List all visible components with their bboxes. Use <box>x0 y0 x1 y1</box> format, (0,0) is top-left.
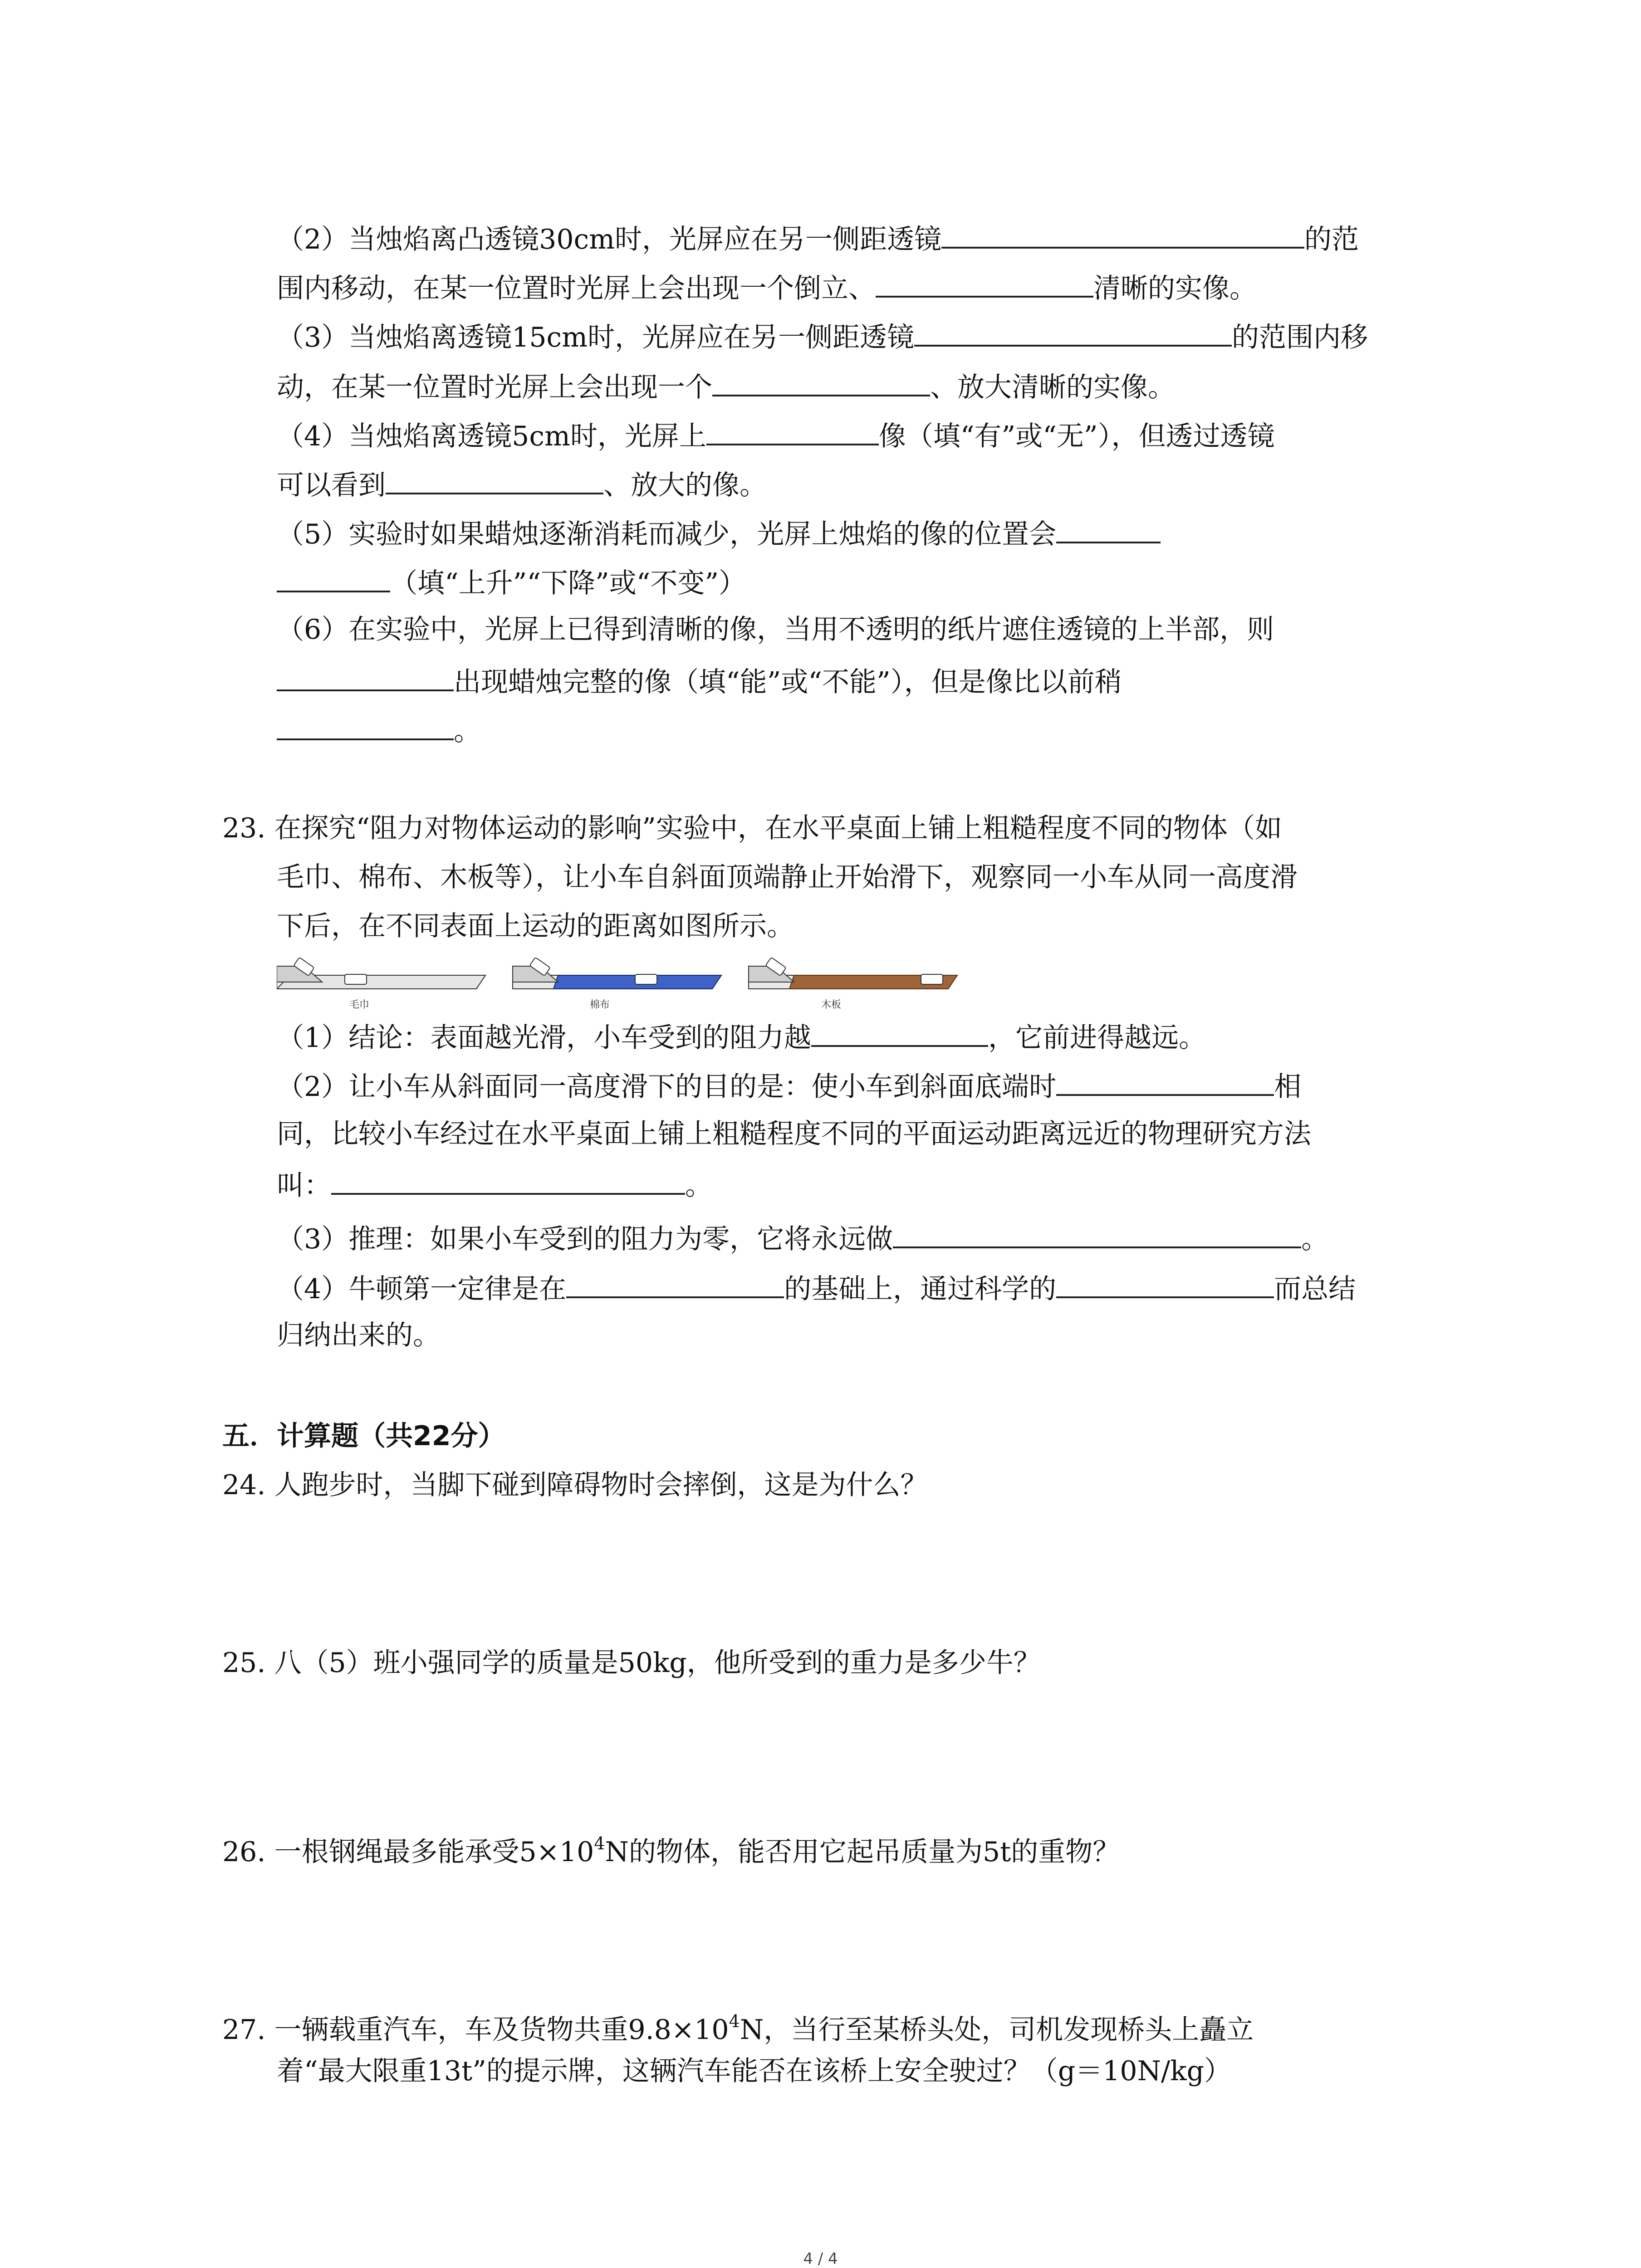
q27-stem-line1: 27. 一辆载重汽车，车及货物共重$9.8\times 10^4N$，当行至某桥头处，司机发现桥头上矗立 <box>222 2011 1254 2046</box>
wood-surface-panel <box>749 958 957 989</box>
answer-blank[interactable] <box>386 466 603 494</box>
q22-part5-line1: （5）实验时如果蜡烛逐渐消耗而减少，光屏上烛焰的像的位置会 <box>277 515 1161 551</box>
q25-stem: 25. 八（5）班小强同学的质量是50kg，他所受到的重力是多少牛？ <box>222 1647 1041 1679</box>
q22-part6-line2: 出现蜡烛完整的像（填“能”或“不能”），但是像比以前稍 <box>277 663 1122 699</box>
q23-part2-line3: 叫： 。 <box>277 1167 712 1202</box>
section-heading: 五．计算题（共22分） <box>222 1420 505 1452</box>
answer-blank[interactable] <box>566 1270 784 1298</box>
answer-blank[interactable] <box>706 417 879 445</box>
answer-blank[interactable] <box>1056 1068 1274 1096</box>
q22-part5-line2: （填“上升”“下降”或“不变”） <box>277 564 746 600</box>
answer-blank[interactable] <box>811 1019 988 1047</box>
figure-label-wood: 木板 <box>821 999 842 1011</box>
answer-blank[interactable] <box>277 712 454 740</box>
q24-stem: 24. 人跑步时，当脚下碰到障碍物时会摔倒，这是为什么？ <box>222 1469 928 1501</box>
q26-stem: 26. 一根钢绳最多能承受$5\times 10^4N$的物体，能否用它起吊质量为5t的重物？ <box>222 1833 1120 1868</box>
q23-part2-line1: （2）让小车从斜面同一高度滑下的目的是：使小车到斜面底端时 相 <box>277 1068 1301 1103</box>
towel-surface-panel <box>277 958 485 989</box>
figure-label-towel: 毛巾 <box>349 999 370 1011</box>
q22-part6-line1: （6）在实验中，光屏上已得到清晰的像，当用不透明的纸片遮住透镜的上半部，则 <box>277 614 1274 645</box>
answer-blank[interactable] <box>277 663 454 691</box>
ramp-experiment-figure <box>277 957 985 1013</box>
answer-blank[interactable] <box>1056 1270 1274 1298</box>
q22-part2-line1: （2）当烛焰离凸透镜30cm时，光屏应在另一侧距透镜 的范 <box>277 220 1359 256</box>
q23-stem-line2: 毛巾、棉布、木板等），让小车自斜面顶端静止开始滑下，观察同一小车从同一高度滑 <box>277 861 1298 893</box>
q23-part2-line2: 同，比较小车经过在水平桌面上铺上粗糙程度不同的平面运动距离远近的物理研究方法 <box>277 1118 1311 1150</box>
answer-blank[interactable] <box>1056 515 1161 543</box>
answer-blank[interactable] <box>893 1220 1301 1248</box>
page-number: 4 / 4 <box>803 2250 838 2268</box>
q23-part3: （3）推理：如果小车受到的阻力为零，它将永远做 。 <box>277 1220 1328 1256</box>
answer-blank[interactable] <box>876 269 1093 298</box>
q22-part3-line2: 动，在某一位置时光屏上会出现一个 、放大清晰的实像。 <box>277 368 1175 404</box>
cloth-surface-panel <box>513 958 721 989</box>
q23-part4-line1: （4）牛顿第一定律是在 的基础上，通过科学的 而总结 <box>277 1270 1356 1305</box>
answer-blank[interactable] <box>914 318 1232 347</box>
q22-part4-line2: 可以看到 、放大的像。 <box>277 466 767 502</box>
q23-stem-line1: 23. 在探究“阻力对物体运动的影响”实验中，在水平桌面上铺上粗糙程度不同的物体（如 <box>222 812 1282 844</box>
q23-part4-line2: 归纳出来的。 <box>277 1320 440 1351</box>
q22-part4-line1: （4）当烛焰离透镜5cm时，光屏上 像（填“有”或“无”），但透过透镜 <box>277 417 1275 453</box>
q22-part3-line1: （3）当烛焰离透镜15cm时，光屏应在另一侧距透镜 的范围内移 <box>277 318 1368 354</box>
q22-part6-line3: 。 <box>277 712 481 748</box>
answer-blank[interactable] <box>712 368 930 396</box>
answer-blank[interactable] <box>277 564 390 592</box>
q27-stem-line2: 着“最大限重13t”的提示牌，这辆汽车能否在该桥上安全驶过？（g＝10N/kg） <box>277 2055 1232 2087</box>
q23-part1: （1）结论：表面越光滑，小车受到的阻力越 ，它前进得越远。 <box>277 1019 1206 1054</box>
answer-blank[interactable] <box>941 220 1304 249</box>
figure-label-cloth: 棉布 <box>590 999 610 1011</box>
q22-part2-line2: 围内移动，在某一位置时光屏上会出现一个倒立、 清晰的实像。 <box>277 269 1257 305</box>
q23-stem-line3: 下后，在不同表面上运动的距离如图所示。 <box>277 910 794 942</box>
answer-blank[interactable] <box>331 1167 685 1195</box>
